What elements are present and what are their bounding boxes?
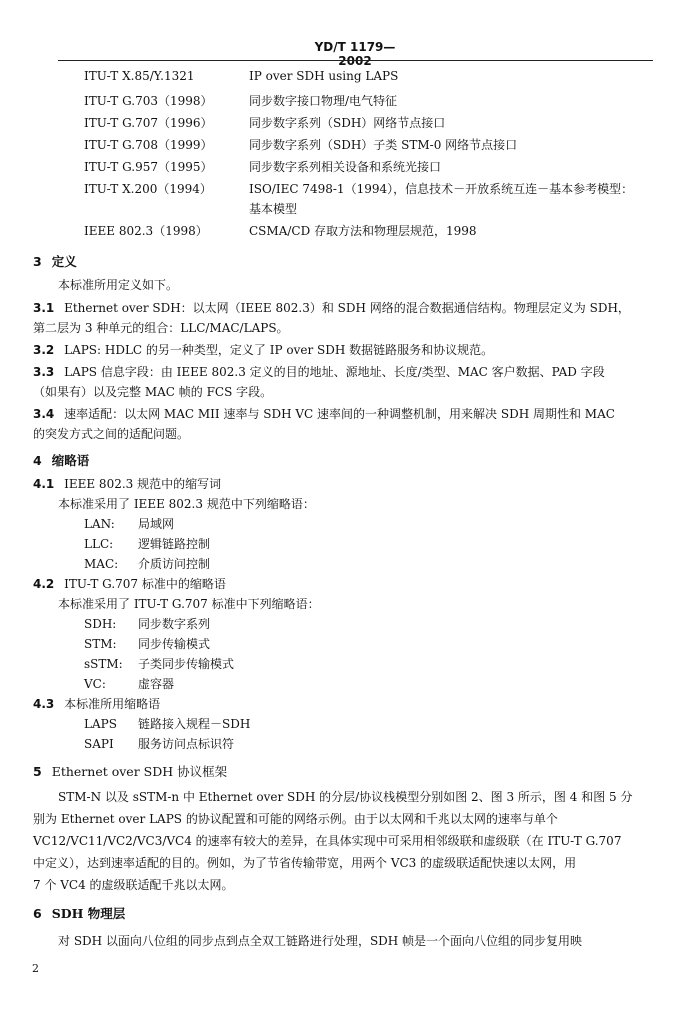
abbreviation-entry bbox=[84, 635, 210, 652]
clause-number: 4.3 bbox=[33, 697, 55, 711]
paragraph-line: 别为 Ethernet over LAPS 的协议配置和可能的网络示例。由于以太网和千兆以太网的速率与单个 bbox=[33, 812, 558, 826]
abbreviation-term: SAPI bbox=[84, 737, 114, 751]
paragraph-line: VC12/VC11/VC2/VC3/VC4 的速率有较大的差异，在具体实现中可采用相邻级联和虚级联（在 ITU-T G.707 bbox=[33, 834, 622, 848]
abbreviation-meaning: 子类同步传输模式 bbox=[138, 657, 235, 671]
section-number: 6 bbox=[33, 906, 42, 921]
subsection-intro: 本标准采用了 ITU-T G.707 标准中下列缩略语： bbox=[58, 597, 320, 611]
section-heading-5 bbox=[33, 762, 227, 780]
abbreviation-meaning: 局域网 bbox=[138, 517, 175, 531]
paragraph-line: 7 个 VC4 的虚级联适配千兆以太网。 bbox=[33, 878, 234, 892]
abbreviation-term: SDH: bbox=[84, 617, 117, 631]
clause-number: 4.1 bbox=[33, 477, 55, 491]
abbreviation-term: LAN: bbox=[84, 517, 115, 531]
ref-title: 同步数字系列（SDH）子类 STM-0 网络节点接口 bbox=[249, 138, 518, 152]
clause-text-continued: （如果有）以及完整 MAC 帧的 FCS 字段。 bbox=[33, 385, 273, 399]
clause-text: Ethernet over SDH：以太网（IEEE 802.3）和 SDH 网络的混合数据通信结构。物理层定义为 SDH， bbox=[64, 301, 630, 315]
section-heading-4 bbox=[33, 451, 89, 469]
abbreviation-meaning: 同步传输模式 bbox=[138, 637, 211, 651]
definition-3-3 bbox=[33, 363, 605, 380]
ref-code: ITU-T G.957（1995） bbox=[84, 160, 213, 174]
definition-3-4 bbox=[33, 405, 615, 422]
abbreviation-entry bbox=[84, 735, 234, 752]
abbreviation-entry bbox=[84, 675, 174, 692]
abbreviation-entry bbox=[84, 535, 210, 552]
abbreviation-entry bbox=[84, 615, 210, 632]
clause-number: 3.1 bbox=[33, 301, 55, 315]
abbreviation-meaning: 服务访问点标识符 bbox=[138, 737, 235, 751]
abbreviation-term: sSTM: bbox=[84, 657, 123, 671]
section-title: 缩略语 bbox=[51, 453, 90, 468]
clause-number: 3.3 bbox=[33, 365, 55, 379]
clause-number: 3.4 bbox=[33, 407, 55, 421]
ref-title: CSMA/CD 存取方法和物理层规范，1998 bbox=[249, 224, 477, 238]
ref-title: 同步数字系列（SDH）网络节点接口 bbox=[249, 116, 446, 130]
subsection-title: IEEE 802.3 规范中的缩写词 bbox=[64, 477, 222, 491]
abbreviation-meaning: 逻辑链路控制 bbox=[138, 537, 211, 551]
section-title: Ethernet over SDH 协议框架 bbox=[51, 764, 228, 779]
section-intro: 本标准所用定义如下。 bbox=[58, 278, 179, 292]
ref-title: IP over SDH using LAPS bbox=[249, 69, 399, 83]
ref-code: ITU-T X.85/Y.1321 bbox=[84, 69, 195, 83]
abbreviation-meaning: 虚容器 bbox=[138, 677, 175, 691]
paragraph-line: STM-N 以及 sSTM-n 中 Ethernet over SDH 的分层/协议栈模型分别如图 2、图 3 所示，图 4 和图 5 分 bbox=[58, 790, 633, 804]
ref-code: IEEE 802.3（1998） bbox=[84, 224, 208, 238]
clause-text: LAPS 信息字段：由 IEEE 802.3 定义的目的地址、源地址、长度/类型、MAC 客户数据、PAD 字段 bbox=[64, 365, 605, 379]
ref-code: ITU-T G.703（1998） bbox=[84, 94, 213, 108]
abbreviation-meaning: 链路接入规程－SDH bbox=[138, 717, 251, 731]
abbreviation-entry bbox=[84, 715, 250, 732]
ref-title-continued: 基本模型 bbox=[249, 202, 298, 216]
definition-3-1 bbox=[33, 299, 630, 316]
ref-code: ITU-T G.707（1996） bbox=[84, 116, 213, 130]
ref-code: ITU-T X.200（1994） bbox=[84, 182, 212, 196]
clause-text: LAPS: HDLC 的另一种类型，定义了 IP over SDH 数据链路服务和协议规范。 bbox=[64, 343, 494, 357]
clause-number: 4.2 bbox=[33, 577, 55, 591]
paragraph-line: 中定义），达到速率适配的目的。例如，为了节省传输带宽，用两个 VC3 的虚级联适配快速以太网，用 bbox=[33, 856, 577, 870]
abbreviation-term: MAC: bbox=[84, 557, 119, 571]
abbreviation-term: LAPS bbox=[84, 717, 117, 731]
clause-text: 速率适配：以太网 MAC MII 速率与 SDH VC 速率间的一种调整机制，用来解决 SDH 周期性和 MAC bbox=[64, 407, 615, 421]
subsection-title: 本标准所用缩略语 bbox=[64, 697, 161, 711]
subsection-4-2 bbox=[33, 575, 226, 592]
subsection-4-3 bbox=[33, 695, 160, 712]
abbreviation-term: VC: bbox=[84, 677, 106, 691]
header-rule bbox=[58, 60, 653, 61]
section-heading-6 bbox=[33, 904, 125, 922]
ref-code: ITU-T G.708（1999） bbox=[84, 138, 213, 152]
ref-title: 同步数字接口物理/电气特征 bbox=[249, 94, 398, 108]
ref-title: 同步数字系列相关设备和系统光接口 bbox=[249, 160, 442, 174]
section-number: 5 bbox=[33, 764, 42, 779]
abbreviation-entry bbox=[84, 515, 174, 532]
section-title: 定义 bbox=[51, 254, 77, 269]
subsection-intro: 本标准采用了 IEEE 802.3 规范中下列缩略语： bbox=[58, 497, 315, 511]
subsection-title: ITU-T G.707 标准中的缩略语 bbox=[64, 577, 226, 591]
clause-number: 3.2 bbox=[33, 343, 55, 357]
abbreviation-term: LLC: bbox=[84, 537, 114, 551]
abbreviation-term: STM: bbox=[84, 637, 117, 651]
page-number: 2 bbox=[32, 962, 39, 975]
clause-text-continued: 第二层为 3 种单元的组合：LLC/MAC/LAPS。 bbox=[33, 321, 289, 335]
abbreviation-meaning: 同步数字系列 bbox=[138, 617, 211, 631]
abbreviation-entry bbox=[84, 555, 210, 572]
subsection-4-1 bbox=[33, 475, 221, 492]
clause-text-continued: 的突发方式之间的适配问题。 bbox=[33, 427, 190, 441]
definition-3-2 bbox=[33, 341, 493, 358]
abbreviation-entry bbox=[84, 655, 234, 672]
section-title: SDH 物理层 bbox=[51, 906, 126, 921]
section-number: 3 bbox=[33, 254, 42, 269]
section-number: 4 bbox=[33, 453, 42, 468]
standard-code-header: YD/T 1179—2002 bbox=[314, 40, 396, 68]
paragraph-line: 对 SDH 以面向八位组的同步点到点全双工链路进行处理，SDH 帧是一个面向八位组的同步复用映 bbox=[58, 934, 583, 948]
ref-title: ISO/IEC 7498-1（1994），信息技术－开放系统互连－基本参考模型： bbox=[249, 182, 634, 196]
abbreviation-meaning: 介质访问控制 bbox=[138, 557, 211, 571]
section-heading-3 bbox=[33, 252, 77, 270]
